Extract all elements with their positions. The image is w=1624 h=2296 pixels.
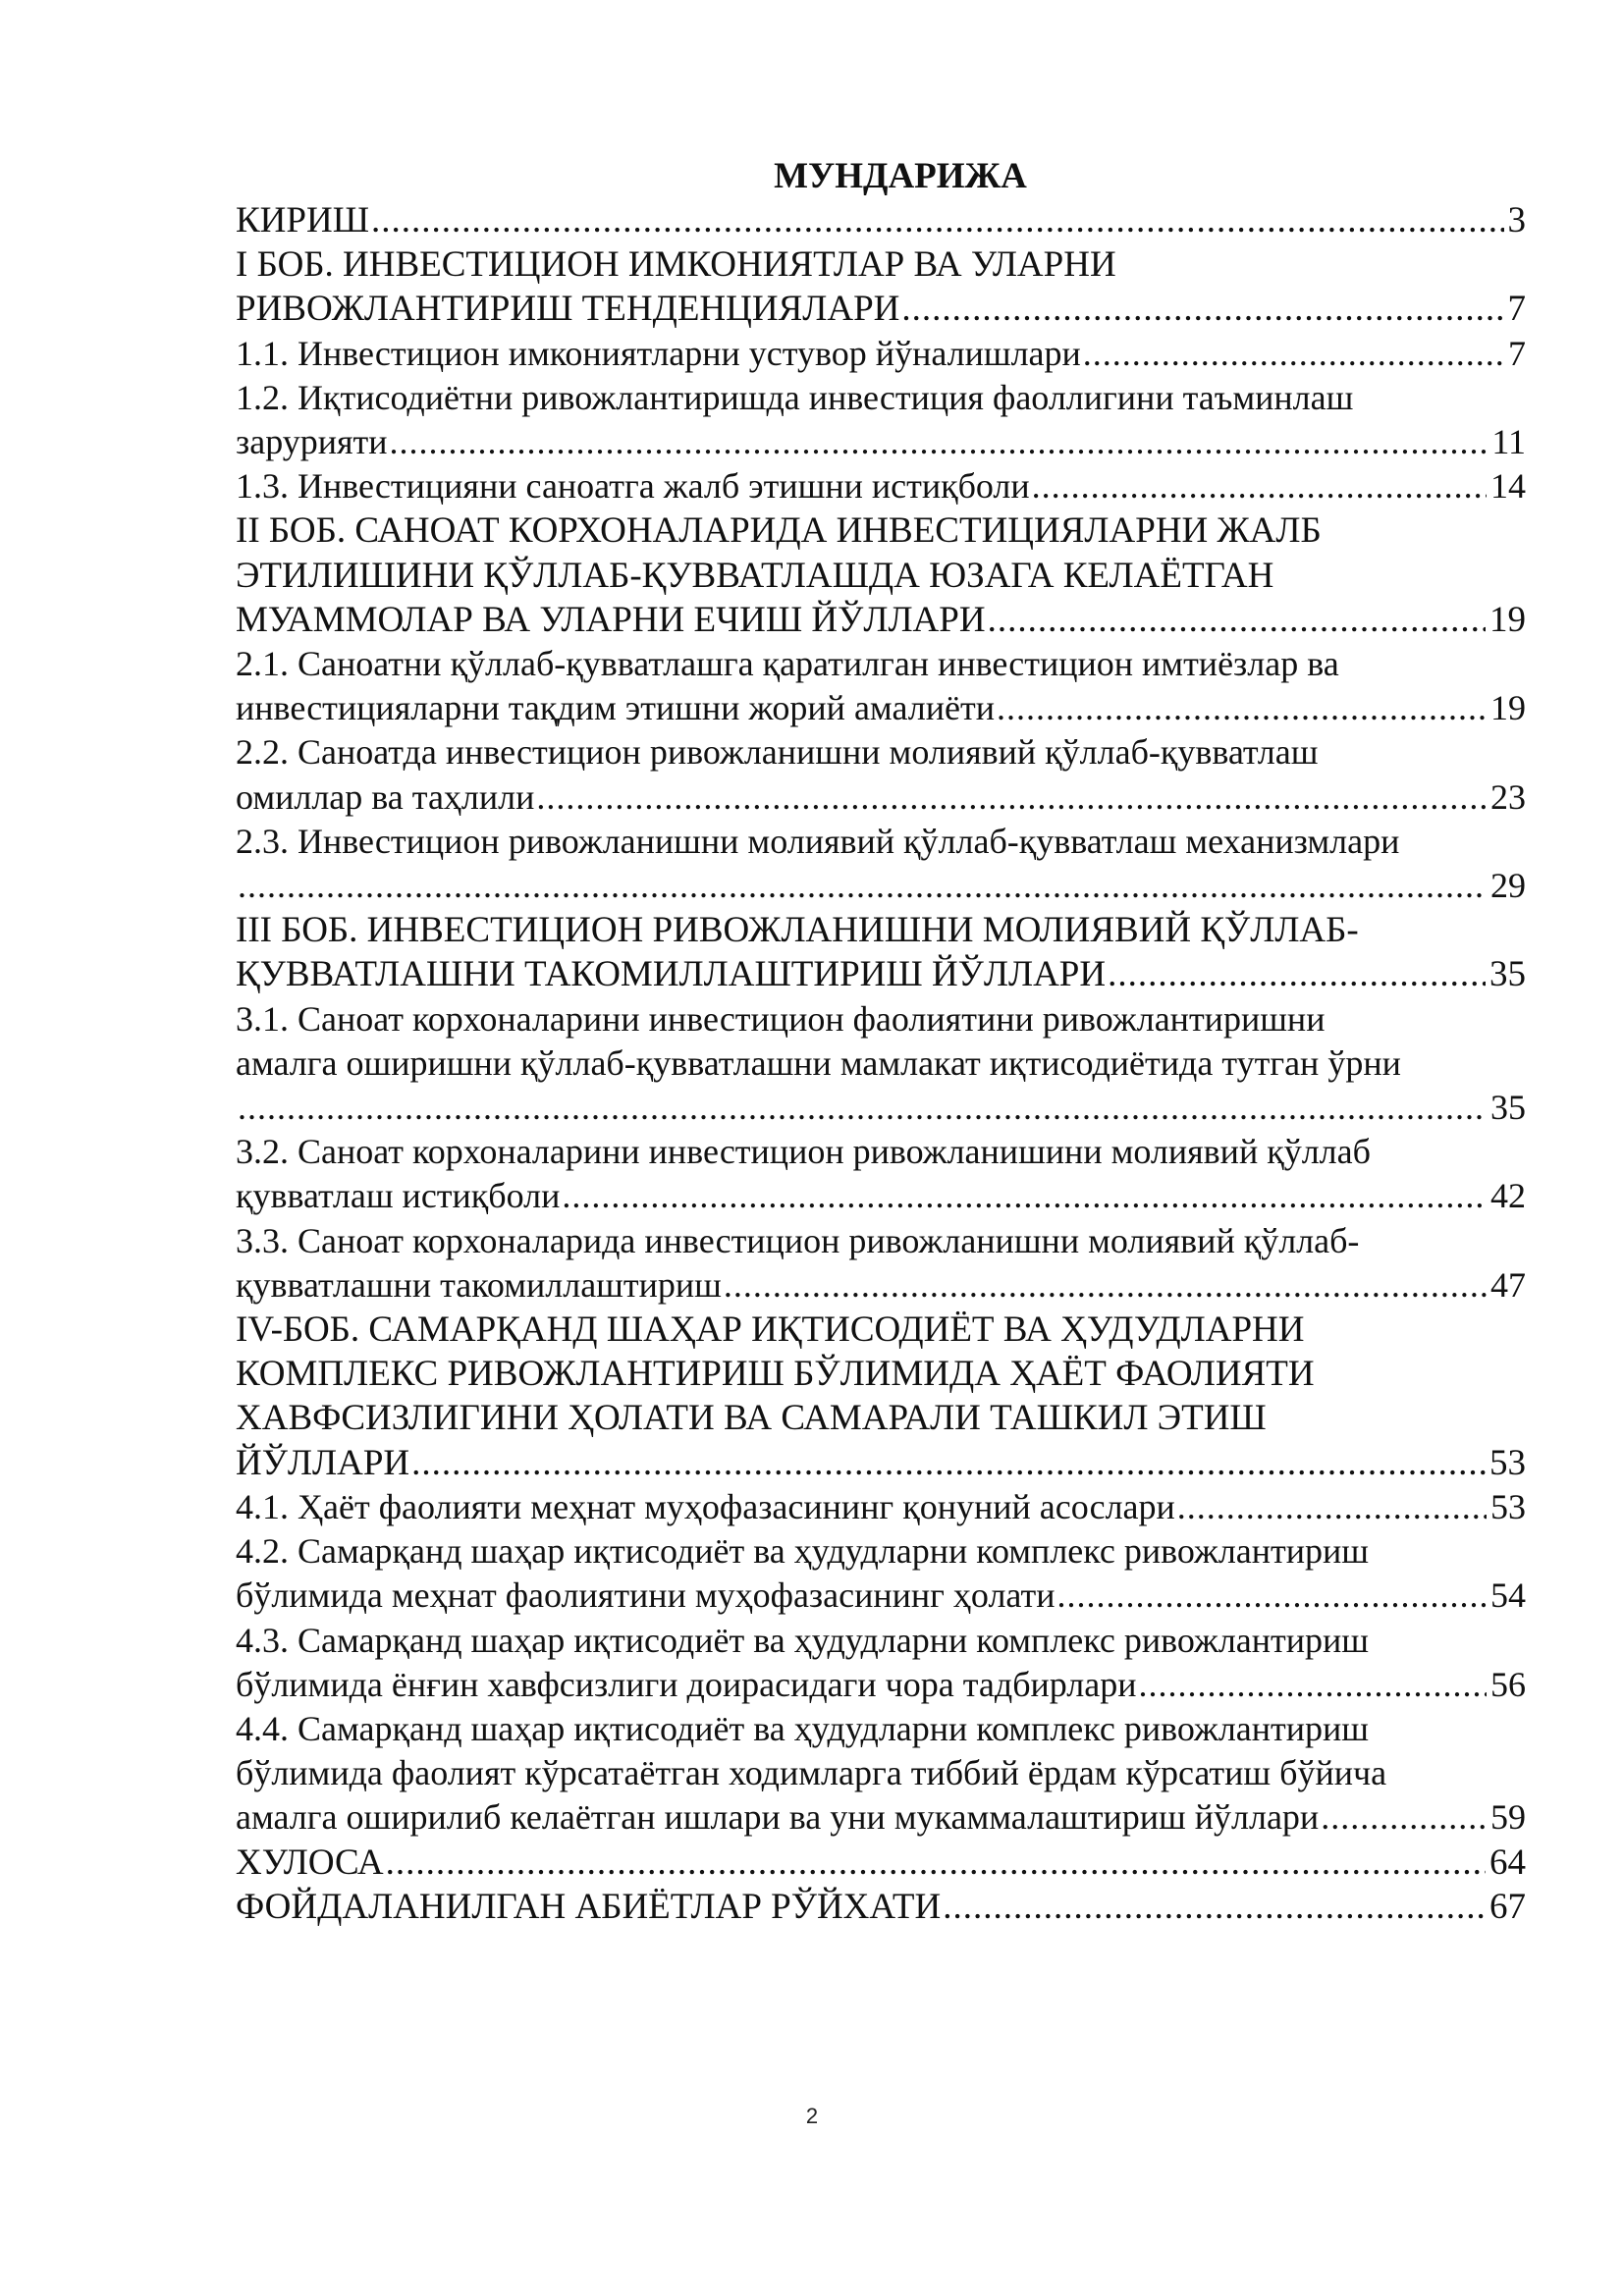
toc-page-number: 42 [1490,1176,1526,1216]
dot-leader [1108,952,1486,996]
toc-entry-text-line: бўлимида меҳнат фаолиятини муҳофазасининг ҳолати [236,1575,1056,1616]
dot-leader [988,598,1486,642]
toc-entry[interactable] [236,198,1526,242]
toc-entry-last-line [236,1841,1526,1885]
toc-entry-text-line: 2.1. Саноатни қўллаб-қувватлашга қаратилган инвестицион имтиёзлар ва [236,644,1339,684]
toc-page-number: 23 [1490,776,1526,817]
toc-page-number: 54 [1490,1575,1526,1616]
dot-leader [901,287,1503,331]
toc-page-number: 11 [1491,422,1526,462]
toc-entry-text-line: 1.1. Инвестицион имкониятларни устувор йўналишлари [236,333,1081,373]
toc-entry-text-line: МУАММОЛАР ВА УЛАРНИ ЕЧИШ ЙЎЛЛАРИ [236,599,986,640]
toc-entry-text-line: қувватлаш истиқболи [236,1176,561,1216]
dot-leader [997,686,1487,730]
toc-entry[interactable] [236,1885,1526,1929]
toc-page-number: 7 [1508,333,1526,373]
toc-list [236,198,1526,1929]
toc-entry[interactable] [236,1308,1526,1485]
toc-page-number: 14 [1490,466,1526,507]
toc-entry-text-line: 4.4. Самарқанд шаҳар иқтисодиёт ва ҳудудларни комплекс ривожлантириш [236,1708,1370,1748]
toc-entry-last-line [236,1885,1526,1929]
toc-entry-text-line: 2.2. Саноатда инвестицион ривожланишни молиявий қўллаб-қувватлаш [236,732,1319,773]
toc-entry-last-line [236,952,1526,996]
toc-entry-text-line: 3.3. Саноат корхоналарида инвестицион ривожланишни молиявий қўллаб- [236,1220,1360,1260]
toc-entry-text-line: 3.2. Саноат корхоналарини инвестицион ривожланишини молиявий қўллаб [236,1132,1371,1172]
toc-entry[interactable] [236,332,1526,376]
toc-entry-last-line [236,1485,1526,1529]
toc-page-number: 35 [1490,1088,1526,1128]
dot-leader [562,1174,1487,1218]
toc-entry[interactable] [236,376,1526,464]
toc-entry-text-line: 4.3. Самарқанд шаҳар иқтисодиёт ва ҳудудларни комплекс ривожлантириш [236,1620,1370,1660]
dot-leader [386,1841,1486,1885]
toc-entry[interactable] [236,730,1526,819]
toc-entry-last-line [236,686,1526,730]
toc-entry-last-line [236,864,1526,908]
toc-page-number: 53 [1490,1486,1526,1526]
toc-entry-text-line: IV-БОБ. САМАРҚАНД ШАҲАР ИҚТИСОДИЁТ ВА ҲУДУДЛАРНИ [236,1309,1305,1351]
page-number: 2 [805,2104,819,2128]
toc-entry[interactable] [236,1619,1526,1707]
dot-leader [1177,1485,1487,1529]
dot-leader [1056,1574,1487,1618]
toc-entry-text-line: I БОБ. ИНВЕСТИЦИОН ИМКОНИЯТЛАР ВА УЛАРНИ [236,244,1116,286]
toc-entry-text-line: КИРИШ [236,200,370,240]
toc-entry[interactable] [236,464,1526,508]
toc-entry[interactable] [236,642,1526,730]
toc-entry-text-line: зарурияти [236,422,388,462]
toc-entry-text-line: II БОБ. САНОАТ КОРХОНАЛАРИДА ИНВЕСТИЦИЯЛАРНИ ЖАЛБ [236,510,1322,552]
toc-entry-last-line [236,598,1526,642]
toc-entry-text-line: 3.1. Саноат корхоналарини инвестицион фаолиятини ривожлантиришни [236,998,1326,1039]
dot-leader [1139,1663,1487,1707]
toc-entry-last-line [236,1263,1526,1308]
toc-entry-text-line: ХАВФСИЗЛИГИНИ ҲОЛАТИ ВА САМАРАЛИ ТАШКИЛ ЭТИШ [236,1398,1267,1439]
toc-entry-text-line: РИВОЖЛАНТИРИШ ТЕНДЕНЦИЯЛАРИ [236,289,900,330]
toc-entry-last-line [236,1441,1526,1485]
dot-leader [411,1441,1486,1485]
toc-entry-last-line [236,1574,1526,1618]
toc-entry[interactable] [236,1219,1526,1308]
toc-entry-text-line: амалга оширишни қўллаб-қувватлашни мамлакат иқтисодиётида тутган ўрни [236,1042,1401,1083]
toc-entry-text-line: ХУЛОСА [236,1842,384,1883]
toc-entry-text-line: 1.2. Иқтисодиётни ривожлантиришда инвестиция фаоллигини таъминлаш [236,377,1354,417]
toc-entry-text-line: амалга оширилиб келаётган ишлари ва уни мукаммалаштириш йўллари [236,1797,1320,1838]
table-of-contents [236,155,1526,1929]
toc-entry-text-line: 2.3. Инвестицион ривожланишни молиявий қўллаб-қувватлаш механизмлари [236,821,1400,861]
toc-page-number: 67 [1489,1886,1526,1927]
toc-entry[interactable] [236,1529,1526,1618]
dot-leader [536,775,1487,820]
toc-entry-text-line: III БОБ. ИНВЕСТИЦИОН РИВОЖЛАНИШНИ МОЛИЯВИЙ ҚЎЛЛАБ- [236,910,1359,951]
toc-entry-last-line [236,420,1526,464]
toc-entry-text-line: ЭТИЛИШИНИ ҚЎЛЛАБ-ҚУВВАТЛАШДА ЮЗАГА КЕЛАЁТГАН [236,555,1274,596]
dot-leader [371,198,1503,242]
toc-entry-text-line: ФОЙДАЛАНИЛГАН АБИЁТЛАР РЎЙХАТИ [236,1886,942,1927]
toc-entry-text-line: ҚУВВАТЛАШНИ ТАКОМИЛЛАШТИРИШ ЙЎЛЛАРИ [236,954,1107,995]
toc-entry-last-line [236,1795,1526,1840]
toc-entry-text-line: қувватлашни такомиллаштириш [236,1264,722,1305]
toc-entry-last-line [236,1663,1526,1707]
toc-entry-text-line: 1.3. Инвестицияни саноатга жалб этишни истиқболи [236,466,1030,507]
dot-leader [238,864,1487,908]
toc-entry-last-line [236,1174,1526,1218]
dot-leader [943,1885,1486,1929]
toc-entry-text-line: бўлимида фаолият кўрсатаётган ходимларга тиббий ёрдам кўрсатиш бўйича [236,1753,1387,1793]
dot-leader [1032,464,1487,508]
toc-page-number: 64 [1489,1842,1526,1883]
toc-entry-last-line [236,332,1526,376]
toc-page-number: 3 [1507,200,1526,240]
toc-page-number: 35 [1489,954,1526,995]
toc-entry[interactable] [236,908,1526,996]
toc-page-number: 53 [1489,1442,1526,1483]
toc-page-number: 29 [1490,866,1526,906]
toc-entry-text-line: инвестицияларни тақдим этишни жорий амалиёти [236,688,995,728]
toc-entry[interactable] [236,1841,1526,1885]
toc-page-number: 56 [1490,1664,1526,1704]
toc-entry[interactable] [236,1707,1526,1841]
toc-entry[interactable] [236,997,1526,1131]
toc-entry[interactable] [236,820,1526,908]
toc-page-number: 59 [1490,1797,1526,1838]
toc-page-number: 47 [1490,1264,1526,1305]
toc-entry-last-line [236,775,1526,820]
toc-entry-text-line: омиллар ва таҳлили [236,776,535,817]
page-title: МУНДАРИЖА [774,156,1027,196]
toc-entry-text-line: ЙЎЛЛАРИ [236,1442,410,1483]
dot-leader [1321,1795,1487,1840]
toc-entry[interactable] [236,242,1526,331]
toc-entry[interactable] [236,1485,1526,1529]
toc-entry-text-line: 4.2. Самарқанд шаҳар иқтисодиёт ва ҳудудларни комплекс ривожлантириш [236,1531,1370,1572]
toc-entry[interactable] [236,508,1526,642]
dot-leader [390,420,1489,464]
dot-leader [238,1086,1487,1130]
toc-entry-last-line [236,464,1526,508]
dot-leader [1083,332,1504,376]
toc-entry-text-line: бўлимида ёнғин хавфсизлиги доирасидаги чора тадбирлари [236,1664,1137,1704]
toc-entry-text-line: КОМПЛЕКС РИВОЖЛАНТИРИШ БЎЛИМИДА ҲАЁТ ФАОЛИЯТИ [236,1354,1315,1395]
toc-page-number: 19 [1489,599,1526,640]
dot-leader [724,1263,1487,1308]
toc-page-number: 7 [1507,289,1526,330]
toc-entry-last-line [236,198,1526,242]
toc-entry-last-line [236,1086,1526,1130]
toc-entry[interactable] [236,1130,1526,1218]
toc-page-number: 19 [1490,688,1526,728]
toc-entry-text-line: 4.1. Ҳаёт фаолияти меҳнат муҳофазасининг қонуний асослари [236,1486,1175,1526]
toc-entry-last-line [236,287,1526,331]
